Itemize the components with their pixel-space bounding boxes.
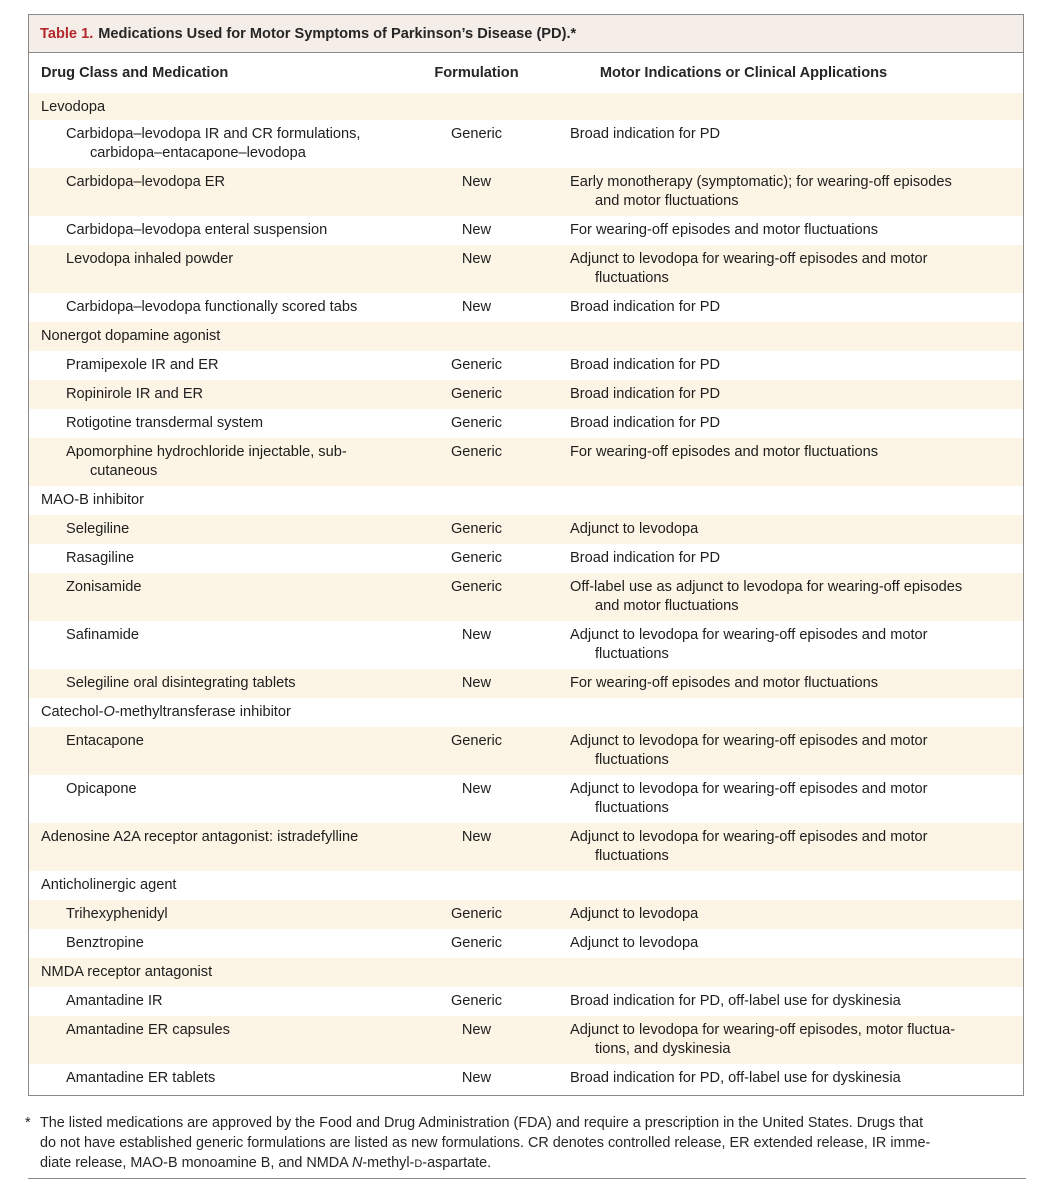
cell-drug: Selegiline: [66, 521, 130, 537]
table-row: [29, 621, 1023, 669]
table-row: [29, 669, 1023, 698]
cell-drug: Selegiline oral disintegrating tablets: [66, 675, 296, 691]
cell-indication: Adjunct to levodopa for wearing-off episodes, motor fluctua- tions, and dyskinesia: [570, 1022, 956, 1057]
cell-formulation: [409, 491, 544, 515]
table-row: [29, 409, 1023, 438]
cell-formulation: Generic: [450, 357, 503, 373]
table-body: [29, 93, 1023, 1095]
cell-drug: Opicapone: [66, 781, 137, 797]
cell-indication: [544, 703, 1023, 727]
table-row: [29, 987, 1023, 1016]
header-indications: Motor Indications or Clinical Applications: [599, 65, 888, 81]
cell-indication: Adjunct to levodopa for wearing-off episodes and motor fluctuations: [570, 627, 928, 662]
cell-indication: Broad indication for PD: [570, 386, 721, 402]
cell-drug: Entacapone: [66, 733, 144, 749]
cell-drug: Carbidopa–levodopa IR and CR formulations, carbidopa–entacapone–levodopa: [66, 126, 361, 161]
table-row: [29, 727, 1023, 775]
cell-indication: Adjunct to levodopa for wearing-off episodes and motor fluctuations: [570, 781, 928, 816]
cell-drug: Amantadine ER tablets: [66, 1070, 216, 1086]
table-row: [29, 515, 1023, 544]
cell-indication: Broad indication for PD: [570, 126, 721, 142]
table-row: [29, 573, 1023, 621]
table-label: Table 1.: [40, 25, 94, 42]
cell-formulation: New: [461, 1070, 492, 1086]
cell-indication: Adjunct to levodopa: [570, 935, 699, 951]
cell-indication: [544, 491, 1023, 515]
table-row: [29, 1016, 1023, 1064]
cell-indication: For wearing-off episodes and motor fluctuations: [570, 222, 878, 238]
cell-indication: Broad indication for PD: [570, 299, 721, 315]
cell-drug: Levodopa inhaled powder: [66, 251, 234, 267]
cell-drug: Carbidopa–levodopa functionally scored tabs: [66, 299, 358, 315]
cell-formulation: Generic: [450, 444, 503, 460]
cell-drug: Safinamide: [66, 627, 140, 643]
cell-formulation: New: [461, 299, 492, 315]
header-formulation: Formulation: [434, 65, 519, 81]
cell-drug: Amantadine IR: [66, 993, 163, 1009]
cell-drug: Carbidopa–levodopa enteral suspension: [66, 222, 328, 238]
cell-drug: Ropinirole IR and ER: [66, 386, 204, 402]
medications-table: [28, 14, 1024, 1096]
table-group-row: [29, 486, 1023, 515]
footnote-line-1: The listed medications are approved by the Food and Drug Administration (FDA) and require a prescription in the United States. Drugs that: [40, 1115, 924, 1131]
cell-drug: Rotigotine transdermal system: [66, 415, 264, 431]
cell-formulation: New: [461, 251, 492, 267]
cell-formulation: New: [461, 781, 492, 797]
cell-formulation: Generic: [450, 386, 503, 402]
cell-drug: NMDA receptor antagonist: [41, 964, 213, 980]
cell-formulation: [409, 98, 544, 120]
cell-drug: Carbidopa–levodopa ER: [66, 174, 226, 190]
cell-indication: Adjunct to levodopa: [570, 906, 699, 922]
footnote-marker: *: [25, 1115, 31, 1131]
cell-formulation: Generic: [450, 415, 503, 431]
cell-indication: Broad indication for PD: [570, 550, 721, 566]
table-row: [29, 245, 1023, 293]
cell-formulation: Generic: [450, 126, 503, 142]
cell-formulation: Generic: [450, 935, 503, 951]
cell-formulation: [409, 327, 544, 351]
table-title-bar: [29, 15, 1023, 53]
table-row: [29, 351, 1023, 380]
cell-indication: Early monotherapy (symptomatic); for wearing-off episodes and motor fluctuations: [570, 174, 952, 209]
cell-indication: [544, 327, 1023, 351]
cell-indication: Broad indication for PD: [570, 357, 721, 373]
table-header-row: [29, 53, 1023, 93]
cell-drug: Trihexyphenidyl: [66, 906, 168, 922]
header-drug-class: Drug Class and Medication: [41, 65, 229, 81]
cell-formulation: New: [461, 829, 492, 845]
cell-formulation: Generic: [450, 906, 503, 922]
cell-formulation: Generic: [450, 733, 503, 749]
cell-formulation: Generic: [450, 550, 503, 566]
table-title: Medications Used for Motor Symptoms of Parkinson’s Disease (PD).*: [98, 25, 577, 42]
cell-formulation: Generic: [450, 993, 503, 1009]
cell-indication: Adjunct to levodopa for wearing-off episodes and motor fluctuations: [570, 829, 928, 864]
table-group-row: [29, 698, 1023, 727]
table-group-row: [29, 871, 1023, 900]
table-group-row: [29, 823, 1023, 871]
cell-indication: Broad indication for PD: [570, 415, 721, 431]
table-row: [29, 775, 1023, 823]
cell-formulation: Generic: [450, 521, 503, 537]
table-row: [29, 900, 1023, 929]
cell-indication: For wearing-off episodes and motor fluctuations: [570, 675, 878, 691]
cell-drug: Pramipexole IR and ER: [66, 357, 219, 373]
cell-drug: Adenosine A2A receptor antagonist: istradefylline: [41, 829, 359, 845]
cell-indication: For wearing-off episodes and motor fluctuations: [570, 444, 878, 460]
cell-indication: Broad indication for PD, off-label use for dyskinesia: [570, 993, 901, 1009]
cell-formulation: [409, 876, 544, 900]
cell-drug: Levodopa: [41, 99, 106, 115]
cell-formulation: New: [461, 222, 492, 238]
cell-indication: Adjunct to levodopa: [570, 521, 699, 537]
cell-formulation: Generic: [450, 579, 503, 595]
cell-indication: [544, 963, 1023, 987]
cell-formulation: New: [461, 174, 492, 190]
table-row: [29, 216, 1023, 245]
table-row: [29, 380, 1023, 409]
cell-indication: Off-label use as adjunct to levodopa for wearing-off episodes and motor fluctuations: [570, 579, 963, 614]
table-row: [29, 120, 1023, 168]
cell-drug: Rasagiline: [66, 550, 135, 566]
cell-indication: Broad indication for PD, off-label use for dyskinesia: [570, 1070, 901, 1086]
table-group-row: [29, 322, 1023, 351]
table-row: [29, 544, 1023, 573]
cell-formulation: New: [461, 1022, 492, 1038]
table-group-row: [29, 93, 1023, 120]
footnote-line-3: diate release, MAO-B monoamine B, and NMDA N-methyl-D-aspartate.: [40, 1155, 492, 1171]
table-footnote: [25, 1113, 1028, 1174]
cell-drug: Benztropine: [66, 935, 144, 951]
cell-indication: [544, 98, 1023, 120]
table-row: [29, 293, 1023, 322]
cell-indication: Adjunct to levodopa for wearing-off episodes and motor fluctuations: [570, 733, 928, 768]
cell-drug: MAO-B inhibitor: [41, 492, 144, 508]
table-row: [29, 438, 1023, 486]
table-group-row: [29, 958, 1023, 987]
cell-formulation: New: [461, 675, 492, 691]
cell-drug: Apomorphine hydrochloride injectable, sub- cutaneous: [66, 444, 347, 479]
cell-formulation: New: [461, 627, 492, 643]
cell-drug: Anticholinergic agent: [41, 877, 177, 893]
cell-formulation: [409, 963, 544, 987]
footnote-line-2: do not have established generic formulations are listed as new formulations. CR denotes controlled release, ER extended release, IR imme-: [40, 1135, 931, 1151]
table-row: [29, 168, 1023, 216]
cell-drug: Zonisamide: [66, 579, 142, 595]
cell-indication: [544, 876, 1023, 900]
cell-formulation: [409, 703, 544, 727]
cell-drug: Amantadine ER capsules: [66, 1022, 230, 1038]
cell-drug: Nonergot dopamine agonist: [41, 328, 221, 344]
cell-drug: Catechol-O-methyltransferase inhibitor: [41, 704, 291, 720]
cell-indication: Adjunct to levodopa for wearing-off episodes and motor fluctuations: [570, 251, 928, 286]
table-row: [29, 1064, 1023, 1095]
table-row: [29, 929, 1023, 958]
